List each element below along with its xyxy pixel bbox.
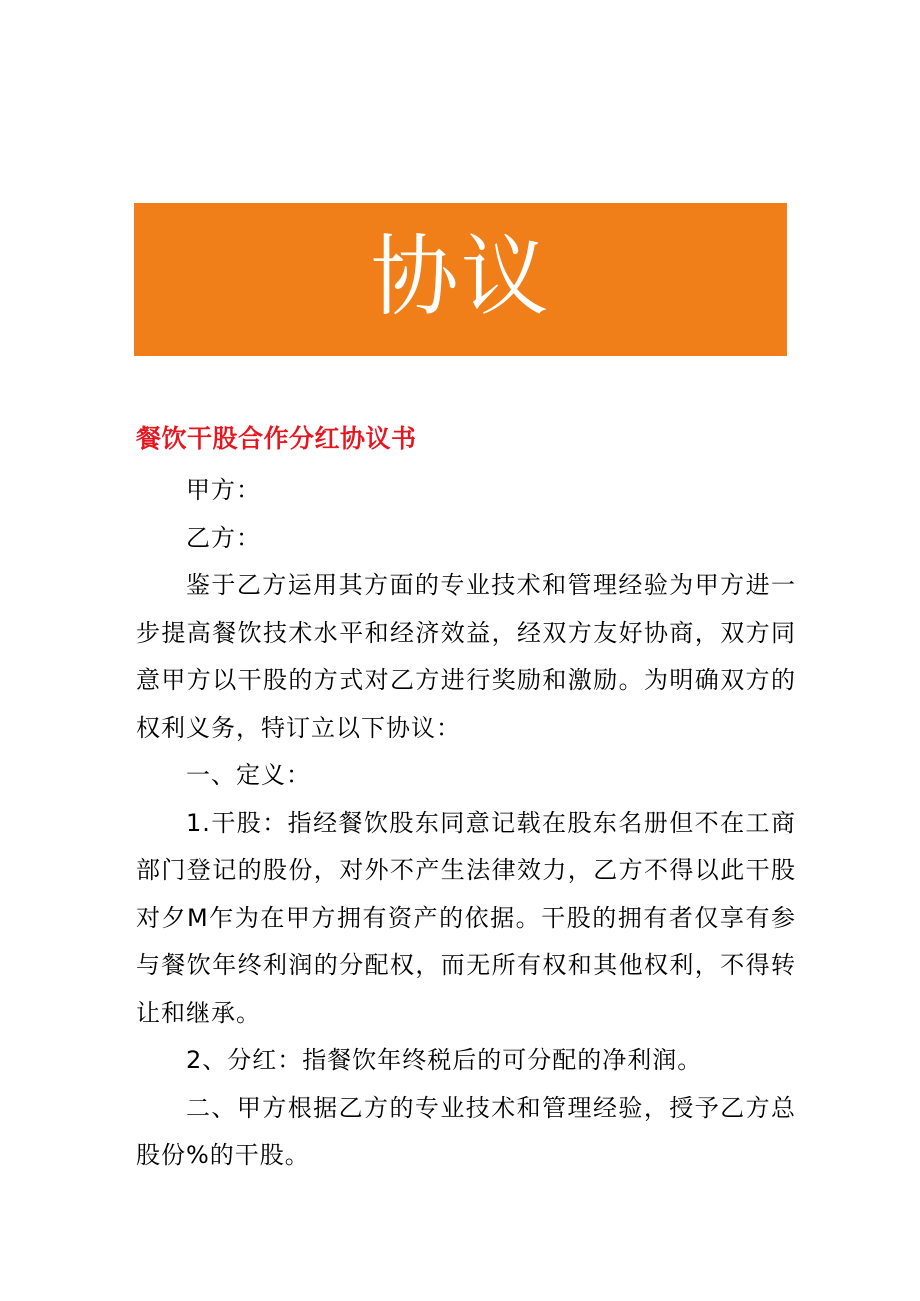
preamble-paragraph: 鉴于乙方运用其方面的专业技术和管理经验为甲方进一步提高餐饮技术水平和经济效益，经双方友好协商，双方同意甲方以干股的方式对乙方进行奖励和激励。为明确双方的权利义务，特订立以下协议： [136, 571, 796, 742]
definition-dividend: 2、分红：指餐饮年终税后的可分配的净利润。 [186, 1046, 703, 1074]
banner-title: 协议 [370, 224, 551, 328]
section-share-grant: 二、甲方根据乙方的专业技术和管理经验，授予乙方总股份%的干股。 [136, 1093, 796, 1169]
section-heading-definitions: 一、定义： [186, 761, 311, 789]
document-title: 餐饮干股合作分红协议书 [136, 424, 417, 453]
title-banner [134, 203, 787, 356]
party-a-line: 甲方： [186, 476, 261, 504]
party-b-line: 乙方： [186, 523, 261, 552]
definition-dry-share: 1.干股：指经餐饮股东同意记载在股东名册但不在工商部门登记的股份，对外不产生法律效力，乙方不得以此干股对夕M乍为在甲方拥有资产的依据。干股的拥有者仅享有参与餐饮年终利润的分配权，而无所有权和其他权利，不得转让和继承。 [136, 808, 796, 1027]
document-body [136, 467, 796, 1180]
